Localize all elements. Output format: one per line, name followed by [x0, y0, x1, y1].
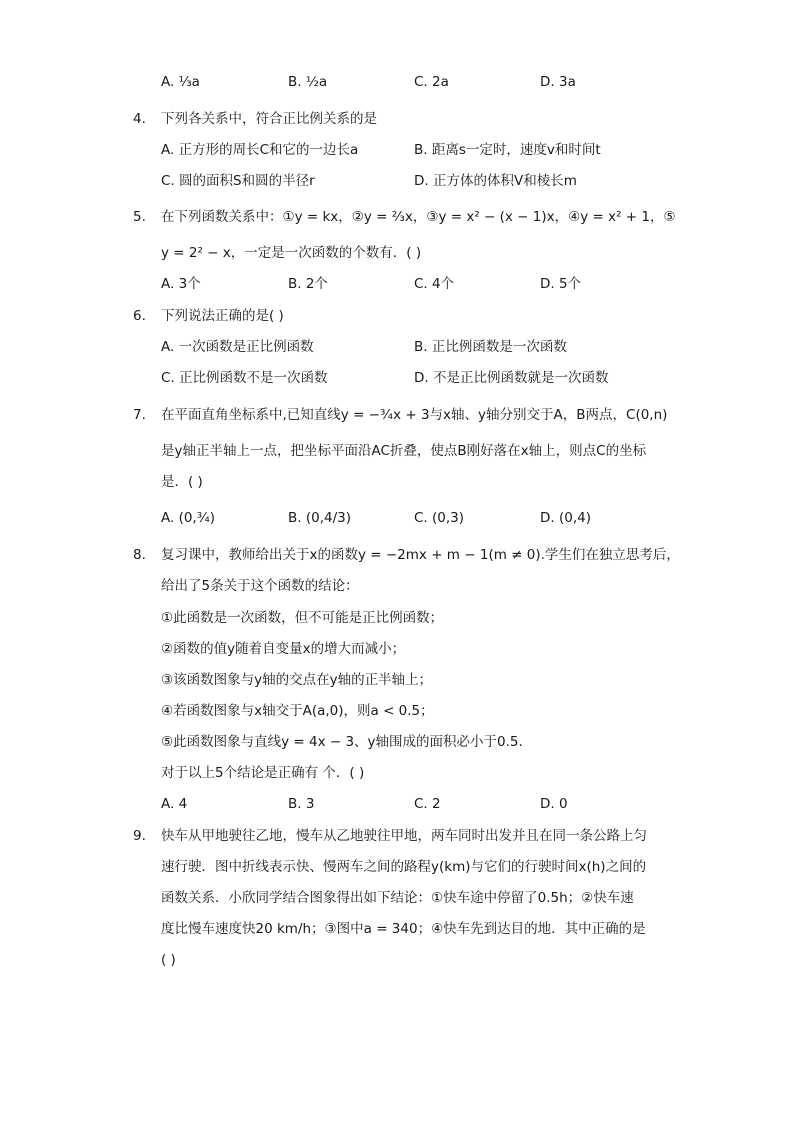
question-number: 5.: [133, 209, 146, 225]
option-d: D. 0: [540, 796, 568, 812]
question-number: 9.: [133, 828, 146, 844]
option-b: B. 3: [288, 796, 315, 812]
option-d: D. 正方体的体积V和棱长m: [414, 173, 577, 189]
option-d: D. 不是正比例函数就是一次函数: [414, 370, 609, 386]
option-c: C. 圆的面积S和圆的半径r: [161, 173, 315, 189]
option-d: D. (0,4): [540, 510, 591, 526]
question-number: 6.: [133, 308, 146, 324]
option-c: C. 4个: [414, 276, 455, 292]
question-stem-line: 给出了5条关于这个函数的结论：: [161, 578, 359, 594]
question-stem-line: 是．( ): [161, 474, 203, 490]
question-stem-line: 复习课中，教师给出关于x的函数y = −2mx + m − 1(m ≠ 0).学生们在独立思考后，: [161, 547, 680, 563]
question-stem-line: 在下列函数关系中：①y = kx，②y = ⅔x，③y = x² − (x − 1)x，④y = x² + 1，⑤: [161, 209, 676, 225]
option-a: A. 一次函数是正比例函数: [161, 339, 314, 355]
question-stem-line: ( ): [161, 952, 176, 968]
question-stem-line: 快车从甲地驶往乙地，慢车从乙地驶往甲地，两车同时出发并且在同一条公路上匀: [161, 828, 647, 844]
option-a: A. (0,¾): [161, 510, 216, 526]
question-stem-line: 速行驶．图中折线表示快、慢两车之间的路程y(km)与它们的行驶时间x(h)之间的: [161, 859, 647, 875]
option-c: C. 2a: [414, 74, 449, 90]
option-d: D. 3a: [540, 74, 576, 90]
option-b: B. ½a: [288, 74, 328, 90]
option-a: A. 3个: [161, 276, 201, 292]
option-b: B. 正比例函数是一次函数: [414, 339, 567, 355]
question-stem: 下列说法正确的是( ): [161, 308, 284, 324]
question-stem: 下列各关系中，符合正比例关系的是: [161, 111, 377, 127]
option-a: A. ⅓a: [161, 74, 200, 90]
question-number: 8.: [133, 547, 146, 563]
option-a: A. 4: [161, 796, 188, 812]
conclusion-5: ⑤此函数图象与直线y = 4x − 3、y轴围成的面积必小于0.5.: [161, 734, 523, 750]
question-stem-line: 对于以上5个结论是正确有 个．( ): [161, 765, 365, 781]
option-d: D. 5个: [540, 276, 582, 292]
question-stem-line: y = 2² − x，一定是一次函数的个数有．( ): [161, 245, 422, 261]
question-stem-line: 度比慢车速度快20 km/h；③图中a = 340；④快车先到达目的地．其中正确的是: [161, 921, 646, 937]
option-a: A. 正方形的周长C和它的一边长a: [161, 142, 359, 158]
question-stem-line: 在平面直角坐标系中,已知直线y = −¾x + 3与x轴、y轴分别交于A，B两点，C(0,n): [161, 407, 668, 423]
option-b: B. (0,4/3): [288, 510, 351, 526]
option-c: C. (0,3): [414, 510, 465, 526]
conclusion-3: ③该函数图象与y轴的交点在y轴的正半轴上；: [161, 672, 433, 688]
option-b: B. 2个: [288, 276, 328, 292]
option-c: C. 正比例函数不是一次函数: [161, 370, 328, 386]
question-number: 7.: [133, 407, 146, 423]
option-b: B. 距离s一定时，速度v和时间t: [414, 142, 601, 158]
conclusion-1: ①此函数是一次函数，但不可能是正比例函数；: [161, 610, 444, 626]
question-number: 4.: [133, 111, 146, 127]
conclusion-2: ②函数的值y随着自变量x的增大而减小；: [161, 641, 406, 657]
question-stem-line: 是y轴正半轴上一点，把坐标平面沿AC折叠，使点B刚好落在x轴上，则点C的坐标: [161, 443, 647, 459]
option-c: C. 2: [414, 796, 441, 812]
conclusion-4: ④若函数图象与x轴交于A(a,0)，则a < 0.5；: [161, 703, 434, 719]
question-stem-line: 函数关系．小欣同学结合图象得出如下结论：①快车途中停留了0.5h；②快车速: [161, 890, 634, 906]
